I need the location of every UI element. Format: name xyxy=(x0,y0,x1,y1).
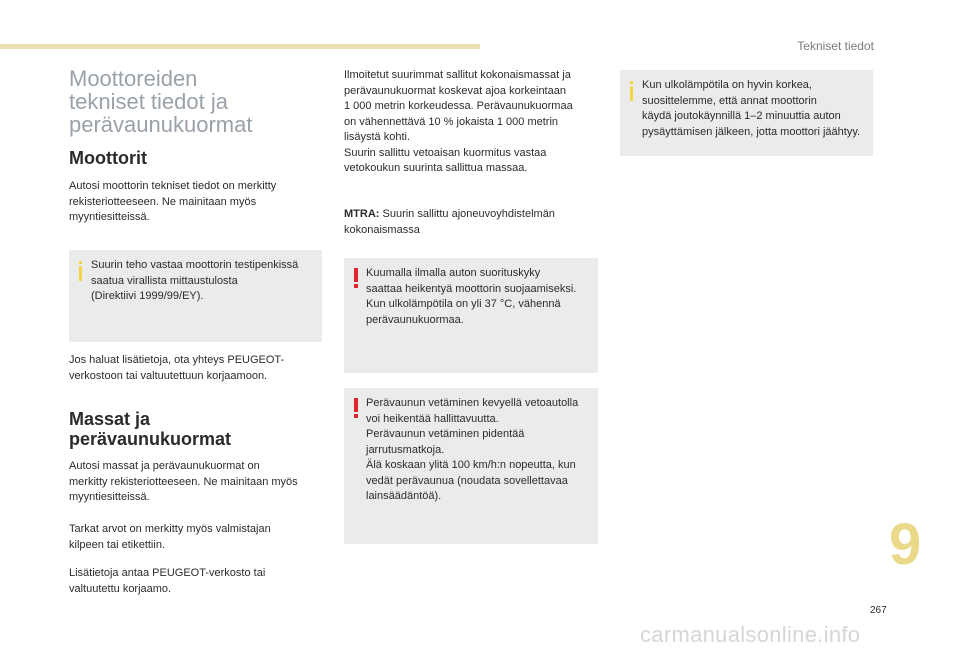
mtra-text: Suurin sallittu ajoneuvoyhdistelmän kokonaismassa xyxy=(344,208,555,236)
watermark: carmanualsonline.info xyxy=(640,622,861,647)
cooldown-info-text: Kun ulkolämpötila on hyvin korkea, suosittelemme, että annat moottorin käydä joutokäynnillä 1–2 minuuttia auton pysäyttämisen jälkeen, jotta moottori jäähtyy. xyxy=(642,79,861,138)
warning-icon xyxy=(354,268,358,288)
weights-para-1: Autosi massat ja perävaunukuormat on merkitty rekisteriotteeseen. Ne mainitaan myös myyntiesitteissä. xyxy=(69,460,298,503)
towing-warning-box xyxy=(344,388,598,544)
section-header: Tekniset tiedot xyxy=(797,39,874,53)
warning-icon xyxy=(354,398,358,418)
heat-warning-text: Kuumalla ilmalla auton suorituskyky saattaa heikentyä moottorin suojaamiseksi. Kun ulkolämpötila on yli 37 °C, vähennä perävaunukuormaa. xyxy=(366,267,577,326)
cooldown-info-box xyxy=(620,70,873,156)
engines-heading: Moottorit xyxy=(69,148,147,168)
mtra-label: MTRA: xyxy=(344,208,380,220)
engines-info-box xyxy=(69,250,322,342)
chapter-number: 9 xyxy=(889,512,922,577)
engines-info-text: Suurin teho vastaa moottorin testipenkissä saatua virallista mittaustulosta (Direktiivi 1999/99/EY). xyxy=(91,259,299,302)
page-title: Moottoreiden tekniset tiedot ja perävaunukuormat xyxy=(69,66,253,137)
mtra-definition xyxy=(344,207,600,238)
info-icon xyxy=(79,261,82,281)
engines-intro: Autosi moottorin tekniset tiedot on merkitty rekisteriotteeseen. Ne mainitaan myös myyntiesitteissä. xyxy=(69,180,277,223)
weights-altitude-text: Ilmoitetut suurimmat sallitut kokonaismassat ja perävaunukuormat koskevat ajoa korkeintaan 1 000 metrin korkeudessa. Perävaunukuormaa on vähennettävä 10 % jokaista 1 000 metrin lisäystä kohti. Suurin sallittu vetoaisan kuormitus vastaa vetokoukun suurinta sallittua massaa. xyxy=(344,69,573,174)
engines-contact: Jos haluat lisätietoja, ota yhteys PEUGEOT- verkostoon tai valtuutettuun korjaamoon. xyxy=(69,354,285,382)
weights-para-3: Lisätietoja antaa PEUGEOT-verkosto tai valtuutettu korjaamo. xyxy=(69,567,266,595)
towing-warning-text: Perävaunun vetäminen kevyellä vetoautolla voi heikentää hallittavuutta. Perävaunun vetäminen pidentää jarrutusmatkoja. Älä koskaan ylitä 100 km/h:n nopeutta, kun vedät perävaunua (noudata sovellettavaa lainsäädäntöä). xyxy=(366,397,579,502)
heat-warning-box xyxy=(344,258,598,373)
weights-heading: Massat ja perävaunukuormat xyxy=(69,409,232,449)
header-accent-rule xyxy=(0,44,480,49)
page-number: 267 xyxy=(870,605,887,616)
info-icon xyxy=(630,81,633,101)
weights-para-2: Tarkat arvot on merkitty myös valmistajan kilpeen tai etikettiin. xyxy=(69,523,271,551)
